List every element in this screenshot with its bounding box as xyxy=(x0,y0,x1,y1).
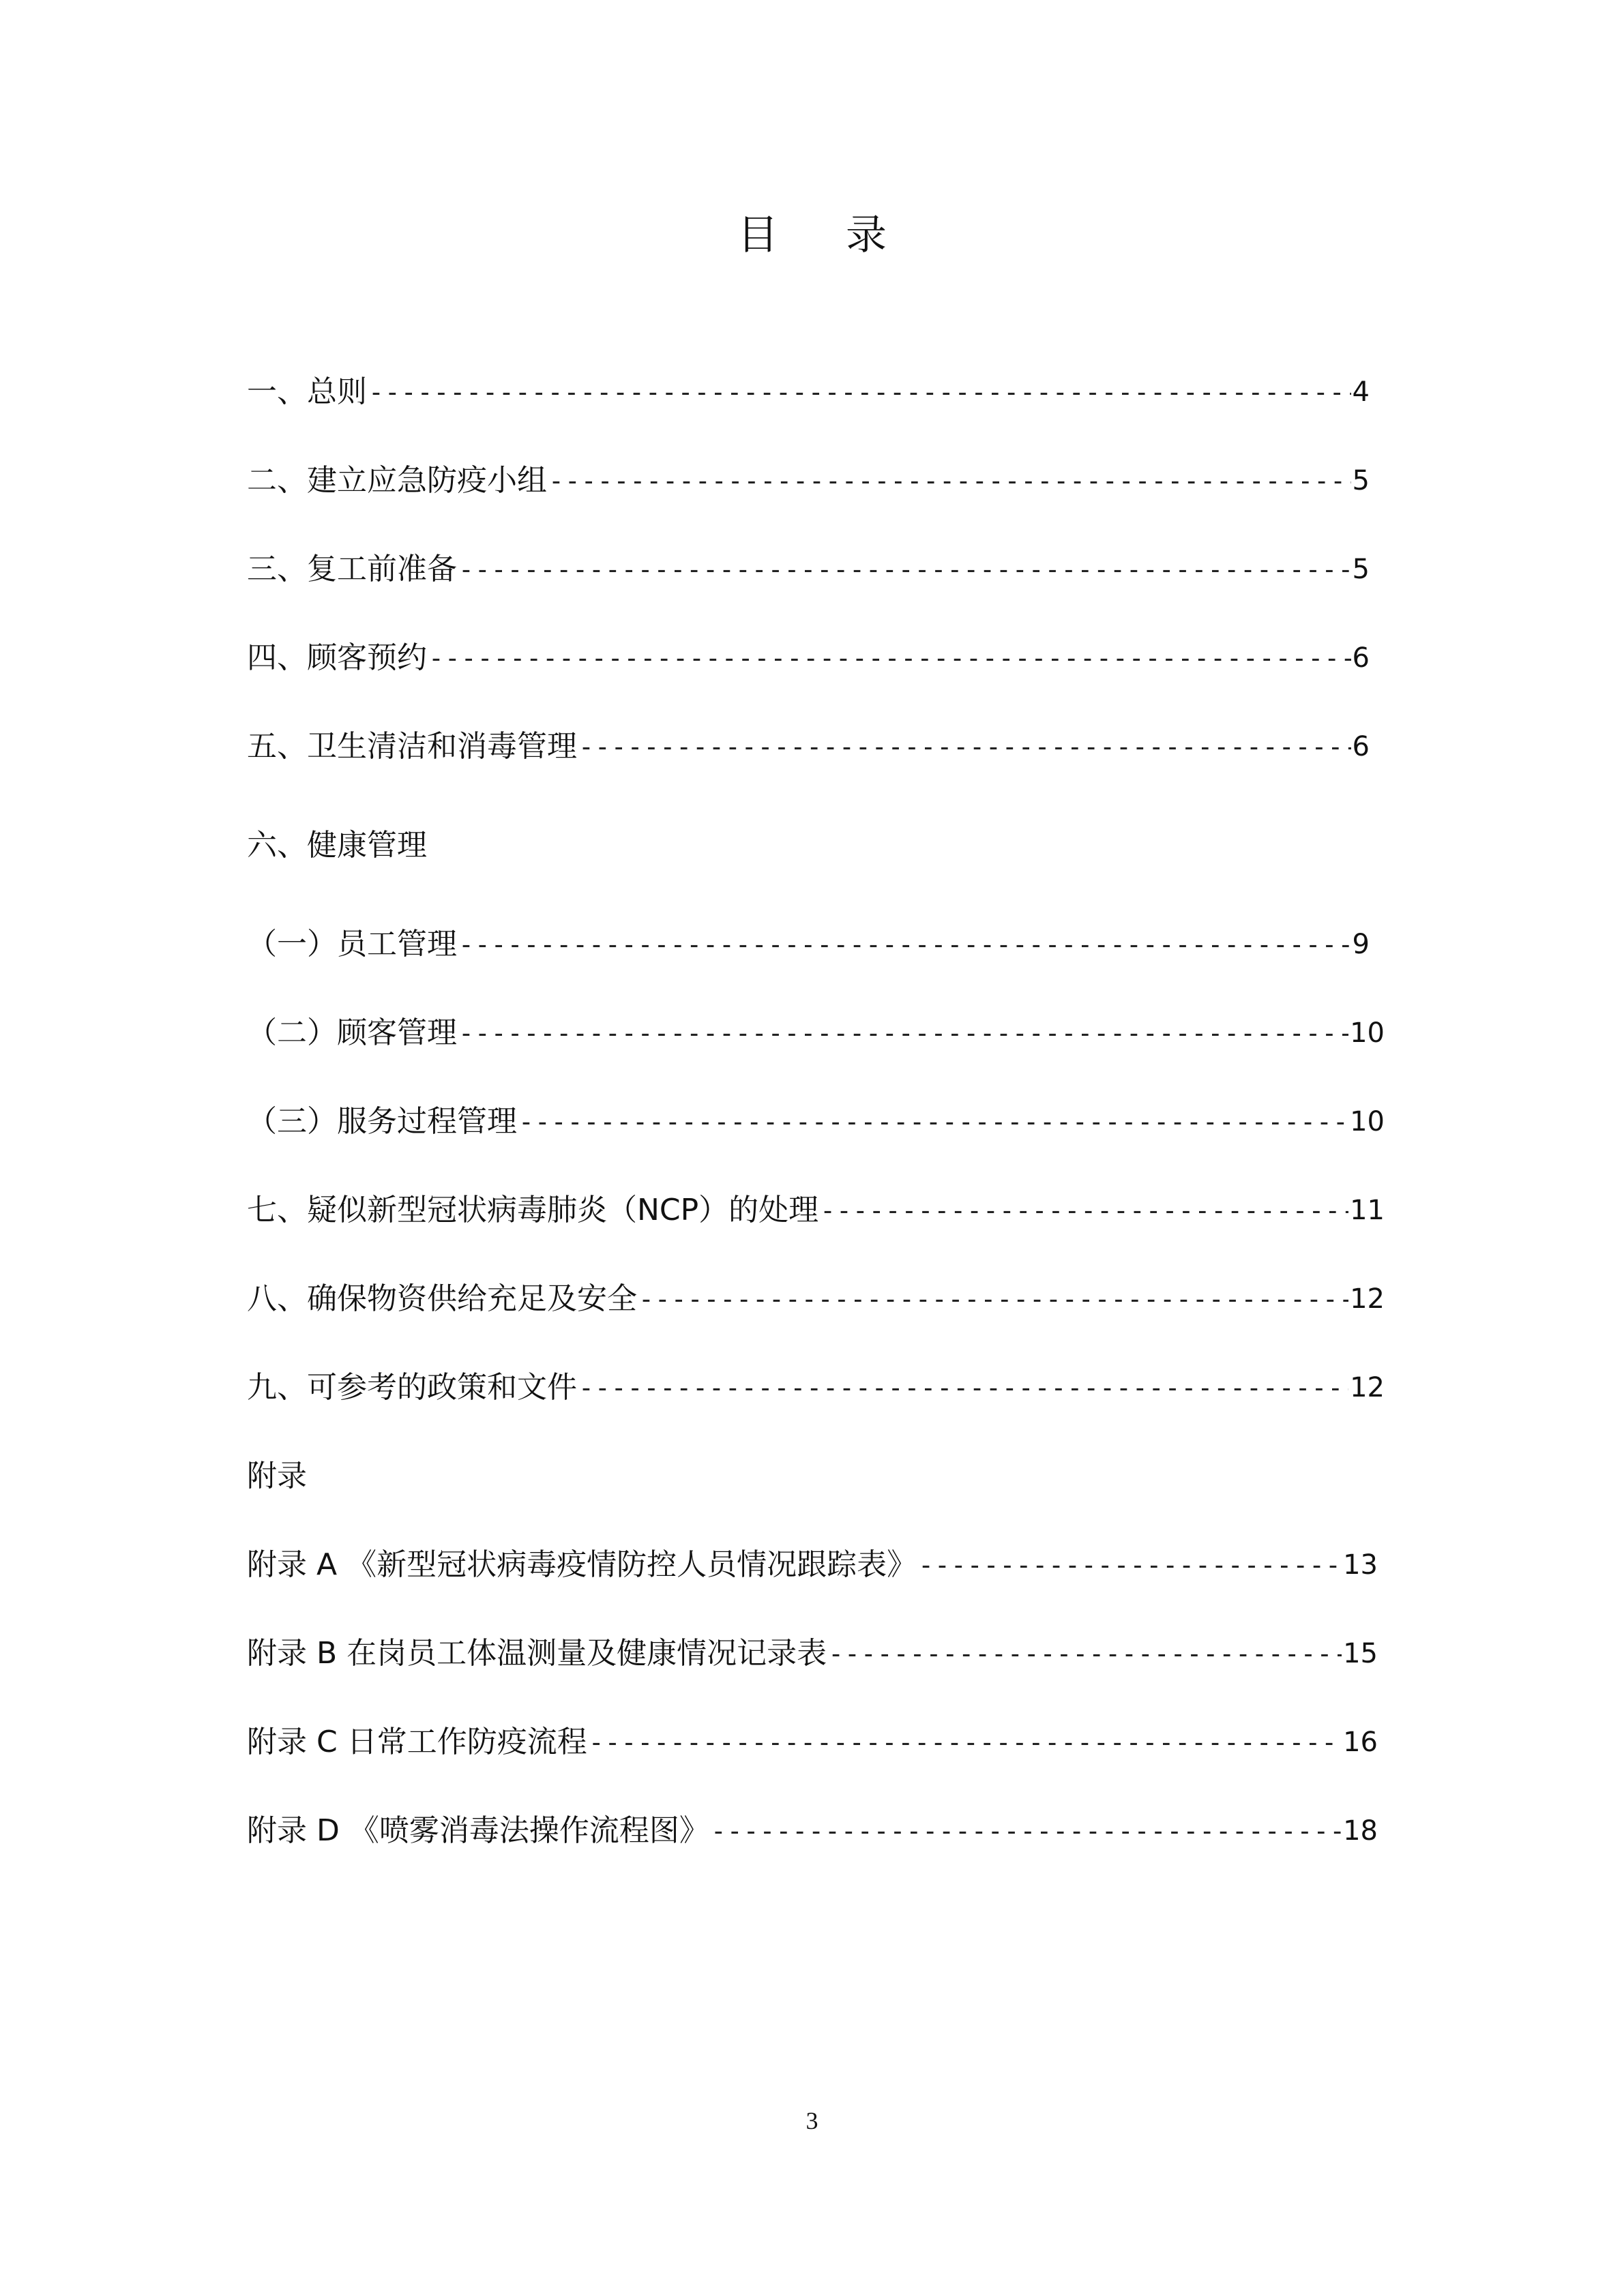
toc-entry-page: 11 xyxy=(1350,1195,1385,1226)
toc-entry-label: 五、卫生清洁和消毒管理 xyxy=(247,729,577,764)
toc-dot-leader xyxy=(368,368,1351,416)
toc-entry-label: （二）顾客管理 xyxy=(247,1015,457,1050)
toc-entry-appendix[interactable] xyxy=(247,1452,1385,1500)
toc-entry-hygiene[interactable] xyxy=(247,723,1370,771)
toc-dot-leader xyxy=(428,634,1351,682)
toc-entry-policies[interactable] xyxy=(247,1364,1385,1412)
toc-entry-page: 4 xyxy=(1352,376,1370,408)
toc-entry-page: 12 xyxy=(1350,1283,1385,1315)
toc-entry-label: 附录 A 《新型冠状病毒疫情防控人员情况跟踪表》 xyxy=(247,1547,917,1582)
toc-entry-page: 5 xyxy=(1352,554,1370,585)
toc-entry-page: 10 xyxy=(1350,1106,1385,1137)
toc-dot-leader xyxy=(578,1364,1348,1412)
toc-dot-leader xyxy=(458,921,1351,968)
toc-entry-label: 八、确保物资供给充足及安全 xyxy=(247,1281,637,1316)
toc-dot-leader xyxy=(711,1807,1342,1855)
toc-entry-page: 16 xyxy=(1343,1727,1378,1758)
toc-entry-page: 9 xyxy=(1352,929,1370,960)
toc-entry-page: 12 xyxy=(1350,1372,1385,1403)
toc-entry-label: 三、复工前准备 xyxy=(247,552,457,586)
page-title: 目 录 xyxy=(737,211,915,259)
toc-entry-health-management[interactable] xyxy=(247,822,1370,869)
toc-dot-leader xyxy=(548,457,1351,505)
toc-dot-leader xyxy=(578,723,1351,771)
toc-entry-appendix-b[interactable] xyxy=(247,1630,1378,1678)
toc-entry-page: 5 xyxy=(1352,465,1370,496)
toc-entry-general-principles[interactable] xyxy=(247,368,1370,416)
toc-entry-label: 附录 C 日常工作防疫流程 xyxy=(247,1725,587,1759)
toc-entry-customer-booking[interactable] xyxy=(247,634,1370,682)
toc-entry-customer-management[interactable] xyxy=(247,1009,1385,1057)
toc-entry-label: 附录 B 在岗员工体温测量及健康情况记录表 xyxy=(247,1636,827,1671)
toc-entry-label: （三）服务过程管理 xyxy=(247,1104,517,1139)
toc-entry-label: 附录 xyxy=(247,1459,307,1493)
toc-entry-service-process[interactable] xyxy=(247,1098,1385,1146)
toc-entry-page: 13 xyxy=(1343,1549,1378,1581)
toc-entry-ncp-handling[interactable] xyxy=(247,1187,1385,1234)
toc-entry-label: 附录 D 《喷雾消毒法操作流程图》 xyxy=(247,1813,709,1848)
toc-dot-leader xyxy=(458,1009,1348,1057)
toc-entry-label: 四、顾客预约 xyxy=(247,640,427,675)
toc-dot-leader xyxy=(518,1098,1348,1146)
toc-dot-leader xyxy=(918,1541,1342,1589)
toc-entry-supplies[interactable] xyxy=(247,1275,1385,1323)
toc-entry-staff-management[interactable] xyxy=(247,921,1370,968)
toc-entry-emergency-team[interactable] xyxy=(247,457,1370,505)
toc-dot-leader xyxy=(828,1630,1342,1678)
toc-dot-leader xyxy=(589,1718,1342,1766)
page-number: 3 xyxy=(806,2107,818,2134)
toc-entry-label: 七、疑似新型冠状病毒肺炎（NCP）的处理 xyxy=(247,1193,819,1227)
toc-entry-label: 一、总则 xyxy=(247,374,367,409)
toc-entry-appendix-d[interactable] xyxy=(247,1807,1378,1855)
toc-entry-page: 6 xyxy=(1352,642,1370,674)
toc-entry-appendix-c[interactable] xyxy=(247,1718,1378,1766)
toc-entry-label: 九、可参考的政策和文件 xyxy=(247,1370,577,1405)
toc-dot-leader xyxy=(638,1275,1348,1323)
toc-entry-page: 6 xyxy=(1352,731,1370,762)
toc-entry-page: 15 xyxy=(1343,1638,1378,1669)
toc-entry-label: 二、建立应急防疫小组 xyxy=(247,463,547,498)
toc-dot-leader xyxy=(458,546,1351,593)
toc-entry-page: 10 xyxy=(1350,1017,1385,1049)
toc-entry-label: （一）员工管理 xyxy=(247,927,457,961)
toc-dot-leader xyxy=(820,1187,1348,1234)
toc-entry-appendix-a[interactable] xyxy=(247,1541,1378,1589)
toc-entry-pre-resumption[interactable] xyxy=(247,546,1370,593)
toc-entry-page: 18 xyxy=(1343,1815,1378,1847)
toc-entry-label: 六、健康管理 xyxy=(247,828,427,863)
